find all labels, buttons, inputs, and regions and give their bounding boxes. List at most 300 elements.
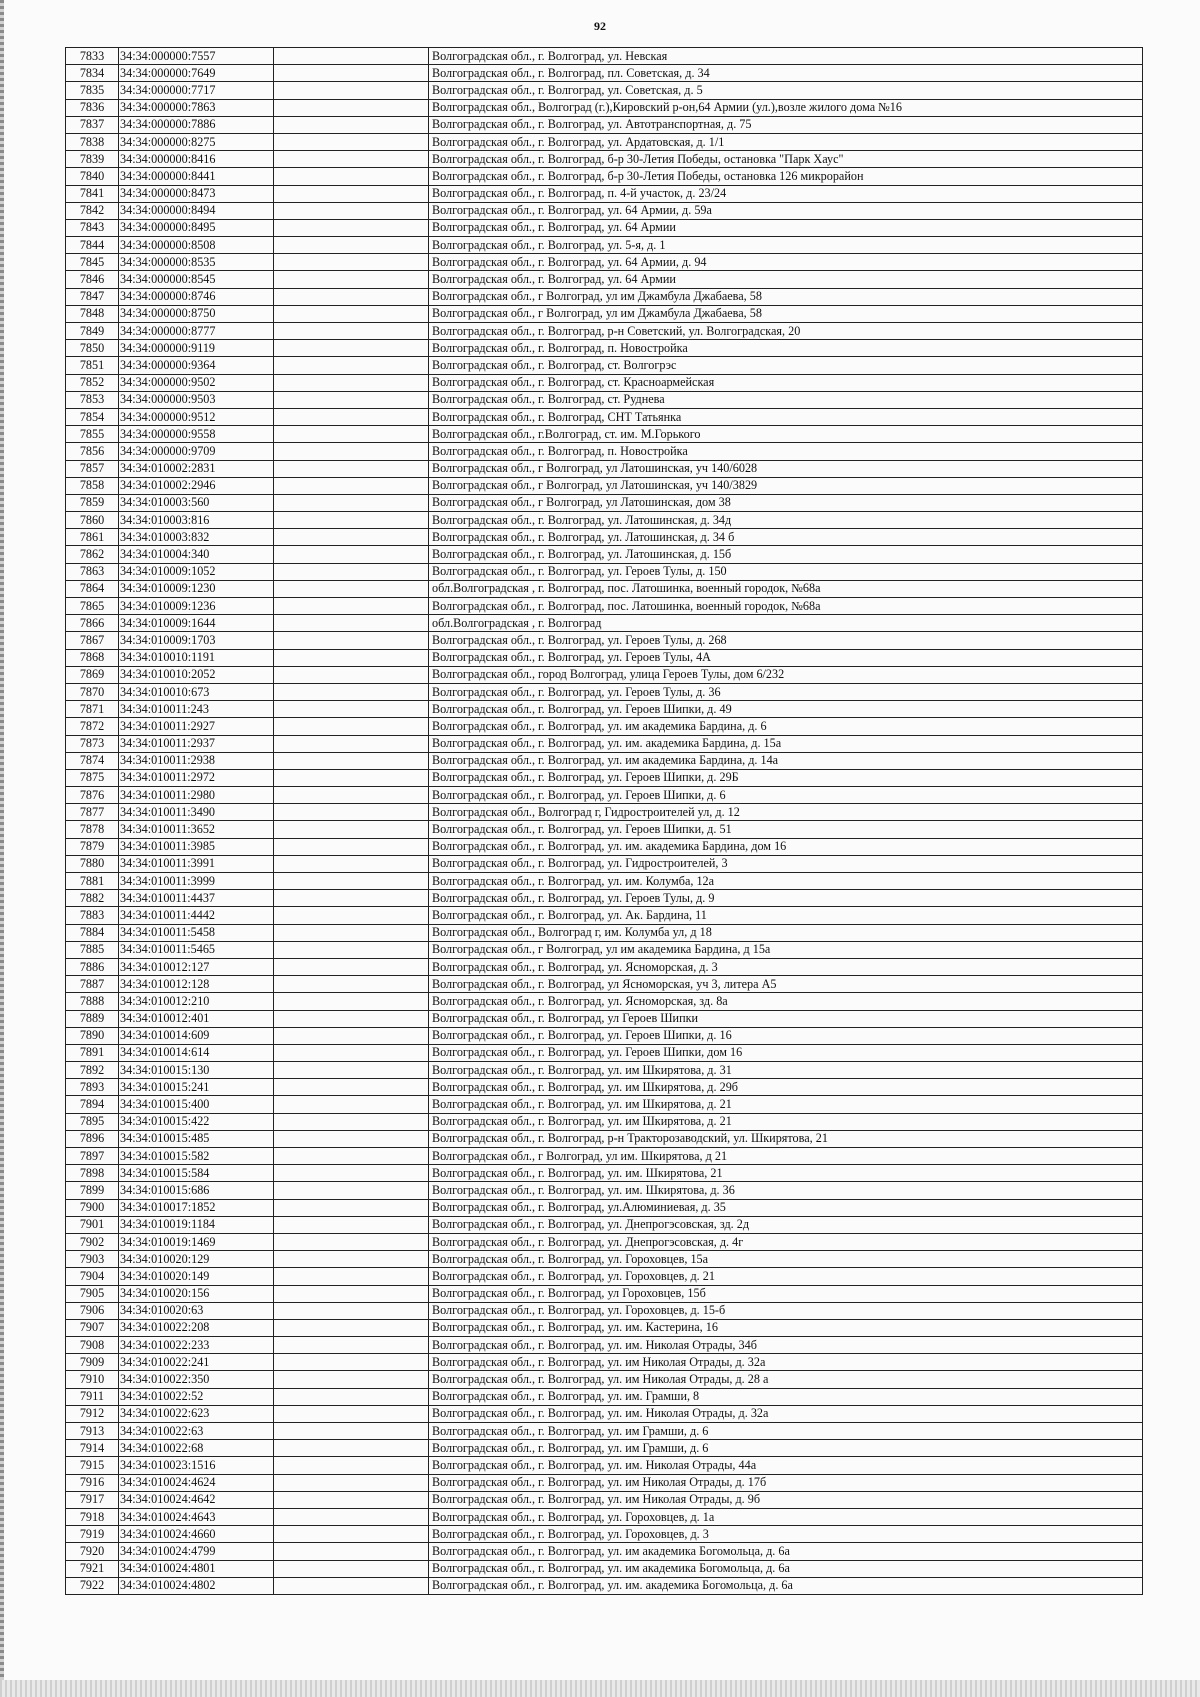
table-row — [66, 1251, 1143, 1268]
cadastral-number: 34:34:010022:623 — [119, 1405, 274, 1422]
address: Волгоградская обл., Волгоград г, им. Колумба ул, д 18 — [429, 924, 1143, 941]
table-row — [66, 237, 1143, 254]
table-row — [66, 48, 1143, 65]
table-row — [66, 185, 1143, 202]
cadastral-number: 34:34:000000:9502 — [119, 374, 274, 391]
address: Волгоградская обл., г. Волгоград, ул. Гороховцев, д. 15-б — [429, 1302, 1143, 1319]
address: Волгоградская обл., г. Волгоград, ул. им. академика Богомольца, д. 6а — [429, 1577, 1143, 1594]
empty-cell — [274, 1010, 429, 1027]
table-row — [66, 787, 1143, 804]
empty-cell — [274, 1543, 429, 1560]
cadastral-number: 34:34:010011:4437 — [119, 890, 274, 907]
address: Волгоградская обл., г. Волгоград, ул. им. Николая Отрады, 44а — [429, 1457, 1143, 1474]
table-row — [66, 598, 1143, 615]
empty-cell — [274, 1113, 429, 1130]
row-number: 7847 — [66, 288, 119, 305]
address: Волгоградская обл., г. Волгоград, ул. Ардатовская, д. 1/1 — [429, 133, 1143, 150]
address: Волгоградская обл., г. Волгоград, ул. им. академика Бардина, д. 15а — [429, 735, 1143, 752]
cadastral-number: 34:34:010012:401 — [119, 1010, 274, 1027]
table-row — [66, 1010, 1143, 1027]
table-row — [66, 1423, 1143, 1440]
empty-cell — [274, 615, 429, 632]
empty-cell — [274, 701, 429, 718]
empty-cell — [274, 1526, 429, 1543]
row-number: 7851 — [66, 357, 119, 374]
row-number: 7906 — [66, 1302, 119, 1319]
table-row — [66, 1371, 1143, 1388]
empty-cell — [274, 1319, 429, 1336]
row-number: 7877 — [66, 804, 119, 821]
cadastral-number: 34:34:010015:584 — [119, 1165, 274, 1182]
table-row — [66, 323, 1143, 340]
table-row — [66, 374, 1143, 391]
empty-cell — [274, 683, 429, 700]
table-row — [66, 1182, 1143, 1199]
empty-cell — [274, 1027, 429, 1044]
empty-cell — [274, 1457, 429, 1474]
empty-cell — [274, 1096, 429, 1113]
cadastral-number: 34:34:010024:4802 — [119, 1577, 274, 1594]
address: Волгоградская обл., г. Волгоград, ул. Героев Шипки, д. 49 — [429, 701, 1143, 718]
cadastral-number: 34:34:010011:3991 — [119, 855, 274, 872]
empty-cell — [274, 769, 429, 786]
table-row — [66, 855, 1143, 872]
address: Волгоградская обл., г. Волгоград, ул. Латошинская, д. 34д — [429, 512, 1143, 529]
row-number: 7902 — [66, 1233, 119, 1250]
table-row — [66, 838, 1143, 855]
row-number: 7913 — [66, 1423, 119, 1440]
cadastral-number: 34:34:010009:1230 — [119, 580, 274, 597]
address: Волгоградская обл., г. Волгоград, ул. Героев Шипки, дом 16 — [429, 1044, 1143, 1061]
empty-cell — [274, 598, 429, 615]
address: Волгоградская обл., г. Волгоград, ул. Ясноморская, зд. 8а — [429, 993, 1143, 1010]
row-number: 7850 — [66, 340, 119, 357]
row-number: 7880 — [66, 855, 119, 872]
address: Волгоградская обл., г. Волгоград, пос. Латошинка, военный городок, №68а — [429, 598, 1143, 615]
row-number: 7896 — [66, 1130, 119, 1147]
cadastral-number: 34:34:010011:2937 — [119, 735, 274, 752]
row-number: 7904 — [66, 1268, 119, 1285]
empty-cell — [274, 1388, 429, 1405]
address: Волгоградская обл., г. Волгоград, ул. Днепрогэсовская, д. 4г — [429, 1233, 1143, 1250]
row-number: 7863 — [66, 563, 119, 580]
empty-cell — [274, 1302, 429, 1319]
table-row — [66, 804, 1143, 821]
table-row — [66, 1233, 1143, 1250]
table-row — [66, 1560, 1143, 1577]
row-number: 7868 — [66, 649, 119, 666]
address: Волгоградская обл., г Волгоград, ул им. Шкирятова, д 21 — [429, 1148, 1143, 1165]
row-number: 7922 — [66, 1577, 119, 1594]
table-row — [66, 718, 1143, 735]
empty-cell — [274, 1165, 429, 1182]
row-number: 7852 — [66, 374, 119, 391]
table-row — [66, 1285, 1143, 1302]
address: обл.Волгоградская , г. Волгоград, пос. Латошинка, военный городок, №68а — [429, 580, 1143, 597]
empty-cell — [274, 1491, 429, 1508]
address: Волгоградская обл., г. Волгоград, ул. им Николая Отрады, д. 17б — [429, 1474, 1143, 1491]
address: Волгоградская обл., г. Волгоград, ул. Автотранспортная, д. 75 — [429, 116, 1143, 133]
table-row — [66, 512, 1143, 529]
table-row — [66, 941, 1143, 958]
empty-cell — [274, 804, 429, 821]
empty-cell — [274, 477, 429, 494]
address: Волгоградская обл., г. Волгоград, ул. им. Грамши, 8 — [429, 1388, 1143, 1405]
empty-cell — [274, 1440, 429, 1457]
table-row — [66, 1268, 1143, 1285]
cadastral-number: 34:34:010011:4442 — [119, 907, 274, 924]
empty-cell — [274, 1337, 429, 1354]
table-row — [66, 219, 1143, 236]
address: Волгоградская обл., г. Волгоград, ул Ясноморская, уч 3, литера А5 — [429, 976, 1143, 993]
address: Волгоградская обл., г. Волгоград, ст. Волгогрэс — [429, 357, 1143, 374]
cadastral-number: 34:34:010012:128 — [119, 976, 274, 993]
address: Волгоградская обл., г Волгоград, ул Латошинская, уч 140/3829 — [429, 477, 1143, 494]
row-number: 7837 — [66, 116, 119, 133]
address: Волгоградская обл., Волгоград г, Гидростроителей ул, д. 12 — [429, 804, 1143, 821]
empty-cell — [274, 821, 429, 838]
address: Волгоградская обл., г. Волгоград, ул. им. Кастерина, 16 — [429, 1319, 1143, 1336]
cadastral-number: 34:34:010024:4799 — [119, 1543, 274, 1560]
cadastral-number: 34:34:000000:8473 — [119, 185, 274, 202]
empty-cell — [274, 1079, 429, 1096]
row-number: 7898 — [66, 1165, 119, 1182]
empty-cell — [274, 305, 429, 322]
row-number: 7879 — [66, 838, 119, 855]
address: Волгоградская обл., г. Волгоград, ул. Героев Шипки, д. 51 — [429, 821, 1143, 838]
empty-cell — [274, 99, 429, 116]
cadastral-number: 34:34:010017:1852 — [119, 1199, 274, 1216]
table-row — [66, 958, 1143, 975]
empty-cell — [274, 494, 429, 511]
empty-cell — [274, 374, 429, 391]
row-number: 7893 — [66, 1079, 119, 1096]
cadastral-number: 34:34:010002:2831 — [119, 460, 274, 477]
address: Волгоградская обл., г. Волгоград, ул. им. Колумба, 12а — [429, 873, 1143, 890]
address: Волгоградская обл., г. Волгоград, ул. им. Николая Отрады, 34б — [429, 1337, 1143, 1354]
empty-cell — [274, 133, 429, 150]
table-row — [66, 632, 1143, 649]
row-number: 7914 — [66, 1440, 119, 1457]
row-number: 7916 — [66, 1474, 119, 1491]
empty-cell — [274, 271, 429, 288]
empty-cell — [274, 254, 429, 271]
row-number: 7846 — [66, 271, 119, 288]
table-row — [66, 391, 1143, 408]
address: Волгоградская обл., г. Волгоград, ул. им Грамши, д. 6 — [429, 1440, 1143, 1457]
empty-cell — [274, 993, 429, 1010]
row-number: 7920 — [66, 1543, 119, 1560]
row-number: 7875 — [66, 769, 119, 786]
cadastral-number: 34:34:010014:614 — [119, 1044, 274, 1061]
cadastral-number: 34:34:010024:4642 — [119, 1491, 274, 1508]
row-number: 7843 — [66, 219, 119, 236]
address: Волгоградская обл., г. Волгоград, р-н Советский, ул. Волгоградская, 20 — [429, 323, 1143, 340]
cadastral-number: 34:34:010020:129 — [119, 1251, 274, 1268]
address: Волгоградская обл., г. Волгоград, ул. им Николая Отрады, д. 28 а — [429, 1371, 1143, 1388]
cadastral-number: 34:34:000000:8494 — [119, 202, 274, 219]
address: Волгоградская обл., г. Волгоград, ул Героев Шипки — [429, 1010, 1143, 1027]
cadastral-number: 34:34:010015:400 — [119, 1096, 274, 1113]
address: Волгоградская обл., г. Волгоград, ул. Героев Тулы, д. 150 — [429, 563, 1143, 580]
address: Волгоградская обл., г. Волгоград, б-р 30-Летия Победы, остановка 126 микрорайон — [429, 168, 1143, 185]
empty-cell — [274, 958, 429, 975]
cadastral-number: 34:34:000000:8508 — [119, 237, 274, 254]
cadastral-number: 34:34:010020:63 — [119, 1302, 274, 1319]
row-number: 7842 — [66, 202, 119, 219]
address: Волгоградская обл., г. Волгоград, СНТ Татьянка — [429, 408, 1143, 425]
table-row — [66, 752, 1143, 769]
empty-cell — [274, 219, 429, 236]
row-number: 7886 — [66, 958, 119, 975]
address: Волгоградская обл., г Волгоград, ул им Джамбула Джабаева, 58 — [429, 288, 1143, 305]
cadastral-number: 34:34:010011:3490 — [119, 804, 274, 821]
address: Волгоградская обл., г. Волгоград, ул. 64 Армии, д. 94 — [429, 254, 1143, 271]
address: Волгоградская обл., г. Волгоград, ул. им Шкирятова, д. 31 — [429, 1062, 1143, 1079]
address: Волгоградская обл., г. Волгоград, ул. 64 Армии — [429, 219, 1143, 236]
cadastral-number: 34:34:010019:1469 — [119, 1233, 274, 1250]
row-number: 7884 — [66, 924, 119, 941]
cadastral-number: 34:34:010009:1644 — [119, 615, 274, 632]
table-row — [66, 460, 1143, 477]
cadastral-number: 34:34:010024:4660 — [119, 1526, 274, 1543]
address: Волгоградская обл., г. Волгоград, ул Гороховцев, 15б — [429, 1285, 1143, 1302]
cadastral-number: 34:34:000000:9512 — [119, 408, 274, 425]
empty-cell — [274, 632, 429, 649]
empty-cell — [274, 1474, 429, 1491]
row-number: 7915 — [66, 1457, 119, 1474]
empty-cell — [274, 1268, 429, 1285]
cadastral-number: 34:34:010011:3652 — [119, 821, 274, 838]
empty-cell — [274, 237, 429, 254]
empty-cell — [274, 151, 429, 168]
address: Волгоградская обл., г Волгоград, ул Латошинская, уч 140/6028 — [429, 460, 1143, 477]
table-row — [66, 563, 1143, 580]
empty-cell — [274, 838, 429, 855]
row-number: 7848 — [66, 305, 119, 322]
address: Волгоградская обл., г. Волгоград, ул. Героев Тулы, 4А — [429, 649, 1143, 666]
cadastral-number: 34:34:010022:350 — [119, 1371, 274, 1388]
cadastral-number: 34:34:010003:560 — [119, 494, 274, 511]
table-row — [66, 408, 1143, 425]
address: Волгоградская обл., г. Волгоград, ул. Гороховцев, д. 1а — [429, 1508, 1143, 1525]
empty-cell — [274, 168, 429, 185]
address: Волгоградская обл., г. Волгоград, ул. им. Шкирятова, д. 36 — [429, 1182, 1143, 1199]
address: Волгоградская обл., г. Волгоград, ул. Героев Шипки, д. 6 — [429, 787, 1143, 804]
table-row — [66, 288, 1143, 305]
empty-cell — [274, 1423, 429, 1440]
table-row — [66, 340, 1143, 357]
address: Волгоградская обл., г. Волгоград, ул. Героев Тулы, д. 268 — [429, 632, 1143, 649]
empty-cell — [274, 1371, 429, 1388]
row-number: 7833 — [66, 48, 119, 65]
row-number: 7910 — [66, 1371, 119, 1388]
address: Волгоградская обл., г. Волгоград, ул. им. Шкирятова, 21 — [429, 1165, 1143, 1182]
cadastral-number: 34:34:000000:7886 — [119, 116, 274, 133]
empty-cell — [274, 408, 429, 425]
row-number: 7885 — [66, 941, 119, 958]
table-row — [66, 1543, 1143, 1560]
table-row — [66, 666, 1143, 683]
table-row — [66, 1096, 1143, 1113]
cadastral-number: 34:34:000000:9709 — [119, 443, 274, 460]
table-row — [66, 1491, 1143, 1508]
cadastral-number: 34:34:010010:673 — [119, 683, 274, 700]
cadastral-number: 34:34:010009:1703 — [119, 632, 274, 649]
row-number: 7836 — [66, 99, 119, 116]
cadastral-number: 34:34:010024:4624 — [119, 1474, 274, 1491]
row-number: 7899 — [66, 1182, 119, 1199]
empty-cell — [274, 443, 429, 460]
cadastral-number: 34:34:010022:233 — [119, 1337, 274, 1354]
empty-cell — [274, 666, 429, 683]
cadastral-number: 34:34:010010:2052 — [119, 666, 274, 683]
table-row — [66, 1302, 1143, 1319]
empty-cell — [274, 752, 429, 769]
row-number: 7844 — [66, 237, 119, 254]
address: Волгоградская обл., г. Волгоград, б-р 30-Летия Победы, остановка "Парк Хаус" — [429, 151, 1143, 168]
table-row — [66, 202, 1143, 219]
table-row — [66, 1044, 1143, 1061]
row-number: 7882 — [66, 890, 119, 907]
row-number: 7908 — [66, 1337, 119, 1354]
table-row — [66, 426, 1143, 443]
empty-cell — [274, 1251, 429, 1268]
empty-cell — [274, 718, 429, 735]
cadastral-number: 34:34:000000:8746 — [119, 288, 274, 305]
cadastral-number: 34:34:000000:7649 — [119, 65, 274, 82]
empty-cell — [274, 1354, 429, 1371]
table-row — [66, 1508, 1143, 1525]
empty-cell — [274, 1560, 429, 1577]
row-number: 7897 — [66, 1148, 119, 1165]
scan-edge-bottom — [0, 1680, 1200, 1697]
address: Волгоградская обл., г. Волгоград, ул. Гидростроителей, 3 — [429, 855, 1143, 872]
empty-cell — [274, 735, 429, 752]
table-row — [66, 1577, 1143, 1594]
cadastral-number: 34:34:010011:2938 — [119, 752, 274, 769]
cadastral-number: 34:34:000000:9503 — [119, 391, 274, 408]
empty-cell — [274, 512, 429, 529]
cadastral-number: 34:34:010024:4801 — [119, 1560, 274, 1577]
table-row — [66, 1199, 1143, 1216]
address: Волгоградская обл., г. Волгоград, ул.Алюминиевая, д. 35 — [429, 1199, 1143, 1216]
cadastral-number: 34:34:010011:5458 — [119, 924, 274, 941]
empty-cell — [274, 460, 429, 477]
row-number: 7888 — [66, 993, 119, 1010]
cadastral-number: 34:34:010012:127 — [119, 958, 274, 975]
empty-cell — [274, 426, 429, 443]
row-number: 7849 — [66, 323, 119, 340]
address: Волгоградская обл., г. Волгоград, пл. Советская, д. 34 — [429, 65, 1143, 82]
cadastral-number: 34:34:010010:1191 — [119, 649, 274, 666]
table-row — [66, 1027, 1143, 1044]
table-row — [66, 735, 1143, 752]
row-number: 7878 — [66, 821, 119, 838]
empty-cell — [274, 1062, 429, 1079]
cadastral-number: 34:34:000000:8750 — [119, 305, 274, 322]
row-number: 7866 — [66, 615, 119, 632]
empty-cell — [274, 649, 429, 666]
empty-cell — [274, 1405, 429, 1422]
page-number: 92 — [594, 19, 606, 33]
table-row — [66, 1405, 1143, 1422]
cadastral-number: 34:34:010009:1052 — [119, 563, 274, 580]
table-row — [66, 494, 1143, 511]
scan-edge-left — [0, 0, 4, 1697]
row-number: 7895 — [66, 1113, 119, 1130]
cadastral-number: 34:34:000000:8495 — [119, 219, 274, 236]
cadastral-number: 34:34:000000:7557 — [119, 48, 274, 65]
address: Волгоградская обл., г. Волгоград, ул. им академика Богомольца, д. 6а — [429, 1560, 1143, 1577]
address: Волгоградская обл., г. Волгоград, ул. Ясноморская, д. 3 — [429, 958, 1143, 975]
row-number: 7911 — [66, 1388, 119, 1405]
cadastral-number: 34:34:000000:8275 — [119, 133, 274, 150]
row-number: 7858 — [66, 477, 119, 494]
address: Волгоградская обл., г. Волгоград, ул. Латошинская, д. 34 б — [429, 529, 1143, 546]
cadastral-number: 34:34:000000:9364 — [119, 357, 274, 374]
table-row — [66, 821, 1143, 838]
address: Волгоградская обл., г. Волгоград, ст. Красноармейская — [429, 374, 1143, 391]
empty-cell — [274, 288, 429, 305]
cadastral-number: 34:34:010012:210 — [119, 993, 274, 1010]
address: Волгоградская обл., г. Волгоград, ул. Гороховцев, д. 21 — [429, 1268, 1143, 1285]
row-number: 7869 — [66, 666, 119, 683]
row-number: 7907 — [66, 1319, 119, 1336]
table-row — [66, 357, 1143, 374]
empty-cell — [274, 976, 429, 993]
table-row — [66, 1319, 1143, 1336]
table-row — [66, 271, 1143, 288]
cadastral-number: 34:34:000000:8545 — [119, 271, 274, 288]
row-number: 7870 — [66, 683, 119, 700]
empty-cell — [274, 323, 429, 340]
table-row — [66, 701, 1143, 718]
address: Волгоградская обл., г. Волгоград, ул. Латошинская, д. 15б — [429, 546, 1143, 563]
address: Волгоградская обл., г. Волгоград, ул. им Шкирятова, д. 29б — [429, 1079, 1143, 1096]
cadastral-number: 34:34:010011:2980 — [119, 787, 274, 804]
empty-cell — [274, 873, 429, 890]
row-number: 7909 — [66, 1354, 119, 1371]
address: Волгоградская обл., г Волгоград, ул им академика Бардина, д 15а — [429, 941, 1143, 958]
table-row — [66, 924, 1143, 941]
row-number: 7881 — [66, 873, 119, 890]
table-row — [66, 443, 1143, 460]
table-row — [66, 1216, 1143, 1233]
row-number: 7838 — [66, 133, 119, 150]
address: Волгоградская обл., г. Волгоград, ул. Героев Шипки, д. 16 — [429, 1027, 1143, 1044]
table-row — [66, 890, 1143, 907]
table-row — [66, 529, 1143, 546]
address: обл.Волгоградская , г. Волгоград — [429, 615, 1143, 632]
address: Волгоградская обл., г. Волгоград, ул. им Николая Отрады, д. 32а — [429, 1354, 1143, 1371]
table-row — [66, 907, 1143, 924]
cadastral-number: 34:34:010015:130 — [119, 1062, 274, 1079]
row-number: 7839 — [66, 151, 119, 168]
table-row — [66, 133, 1143, 150]
address: Волгоградская обл., г. Волгоград, ул. им Шкирятова, д. 21 — [429, 1096, 1143, 1113]
row-number: 7918 — [66, 1508, 119, 1525]
table-row — [66, 769, 1143, 786]
empty-cell — [274, 340, 429, 357]
empty-cell — [274, 185, 429, 202]
empty-cell — [274, 1130, 429, 1147]
address: Волгоградская обл., г Волгоград, ул Латошинская, дом 38 — [429, 494, 1143, 511]
table-row — [66, 168, 1143, 185]
cadastral-number: 34:34:010015:686 — [119, 1182, 274, 1199]
table-row — [66, 1440, 1143, 1457]
row-number: 7874 — [66, 752, 119, 769]
